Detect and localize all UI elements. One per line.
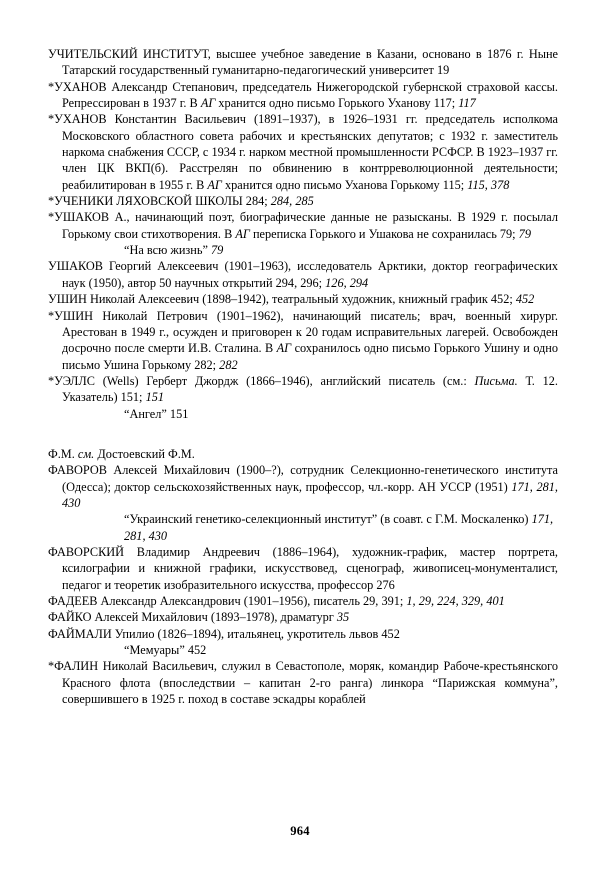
text-run: УШАКОВ Георгий Алексеевич (1901–1963), исследователь Арктики, доктор географических наук (1950), автор 50 научных открытий 294, 296;: [48, 259, 558, 290]
italic-run: 1, 29, 224, 329, 401: [406, 594, 505, 608]
text-run: ФАЙКО Алексей Михайлович (1893–1978), драматург: [48, 610, 337, 625]
text-run: ФАВОРОВ Алексей Михайлович (1900–?), сотрудник Селекционно-генетического института (Одесса); доктор сельскохозяйственных наук, профессор, чл.-корр. АН УССР (1951): [48, 463, 558, 494]
italic-run: 79: [518, 226, 531, 241]
text-run: “На всю жизнь”: [124, 243, 211, 258]
index-entry: [48, 308, 558, 373]
italic-run: 452: [515, 292, 535, 307]
italic-run: АГ: [207, 177, 222, 192]
italic-run: 117: [458, 96, 476, 111]
index-entry: [48, 462, 558, 511]
index-entry: [48, 111, 558, 193]
text-run: УШИН Николай Алексеевич (1898–1942), театральный художник, книжный график 452;: [48, 292, 516, 307]
index-entry: [48, 626, 558, 642]
section-break: [48, 422, 558, 446]
index-entry: [48, 544, 558, 593]
text-run: хранится одно письмо Уханова Горькому 115;: [221, 177, 468, 192]
text-run: Ф.М.: [48, 446, 78, 461]
text-run: Достоевский Ф.М.: [94, 446, 195, 461]
text-run: “Ангел” 151: [124, 406, 189, 421]
text-run: “Украинский генетико-селекционный институт” (в соавт. с Г.М. Москаленко): [124, 512, 532, 527]
text-run: *УШИН Николай Петрович (1901–1962), начинающий писатель; врач, военный хирург. Арестован в 1949 г., осужден и приговорен к 20 годам исправительных лагерей. Освобожден досрочно после смерти И.В. Сталина. В: [48, 308, 558, 356]
index-entry: [48, 642, 558, 658]
italic-run: см.: [77, 446, 95, 461]
index-entry: [48, 258, 558, 291]
index-entry: [48, 658, 558, 707]
index-entries-column: [48, 46, 558, 707]
index-entry: [48, 242, 558, 258]
index-entry: [48, 193, 558, 209]
text-run: ФАВОРСКИЙ Владимир Андреевич (1886–1964), художник-график, мастер портрета, ксилографии и книжной графики, искусствовед, сценограф, живописец-монументалист, педагог и теоретик изобразительного искусства, профессор 276: [48, 544, 558, 592]
text-run: *УХАНОВ Александр Степанович, председатель Нижегородской губернской страховой кассы. Репрессирован в 1937 г. В: [48, 79, 558, 111]
index-entry: [48, 46, 558, 79]
text-run: ФАДЕЕВ Александр Александрович (1901–1956), писатель 29, 391;: [48, 594, 407, 608]
text-run: Т. 12. Указатель) 151;: [62, 373, 558, 405]
italic-run: 151: [145, 390, 165, 405]
text-run: хранится одно письмо Горького Уханову 117;: [215, 96, 459, 111]
italic-run: АГ: [276, 341, 292, 356]
text-run: *ФАЛИН Николай Васильевич, служил в Севастополе, моряк, командир Рабоче-крестьянского Красного флота (впоследствии – капитан 2-го ранга) линкора “Парижская коммуна”, совершившего в 1925 г. поход в составе эскадры кораблей: [48, 659, 558, 707]
italic-run: АГ: [200, 96, 216, 111]
index-entry: [48, 511, 558, 544]
index-entry: [48, 446, 558, 462]
text-run: *УШАКОВ А., начинающий поэт, биографические данные не разысканы. В 1929 г. посылал Горькому свои стихотворения. В: [48, 210, 558, 241]
index-entry: [48, 291, 558, 307]
text-run: ФАЙМАЛИ Упилио (1826–1894), итальянец, укротитель львов 452: [48, 626, 400, 641]
italic-run: АГ: [235, 226, 250, 241]
text-run: сохранилось одно письмо Горького Ушину и одно письмо Ушина Горькому 282;: [62, 341, 558, 372]
italic-run: 284, 285: [270, 194, 314, 209]
italic-run: 35: [336, 610, 350, 625]
italic-run: Письма.: [474, 373, 518, 388]
italic-run: 115, 378: [467, 177, 510, 192]
index-entry: [48, 406, 558, 422]
text-run: *УЭЛЛС (Wells) Герберт Джордж (1866–1946), английский писатель (см.:: [48, 373, 475, 388]
index-entry: [48, 609, 558, 625]
index-entry: [48, 593, 558, 609]
text-run: *УЧЕНИКИ ЛЯХОВСКОЙ ШКОЛЫ 284;: [48, 194, 271, 209]
page-number: 964: [290, 824, 310, 838]
italic-run: 171, 281, 430: [62, 479, 558, 510]
text-run: УЧИТЕЛЬСКИЙ ИНСТИТУТ, высшее учебное заведение в Казани, основано в 1876 г. Ныне Татарский государственный гуманитарно-педагогический университет 19: [48, 47, 558, 78]
italic-run: 171, 281, 430: [124, 512, 554, 543]
index-entry: [48, 209, 558, 242]
text-run: “Мемуары” 452: [124, 643, 207, 658]
italic-run: 126, 294: [325, 275, 369, 290]
text-run: *УХАНОВ Константин Васильевич (1891–1937), в 1926–1931 гг. председатель исполкома Московского областного совета рабочих и крестьянских депутатов; с 1932 г. заместитель наркома снабжения СССР, с 1934 г. нарком местной промышленности РСФСР. В 1923–1937 гг. член ЦК ВКП(б). Расстрелян по обвинению в контрреволюционной деятельности; реабилитирован в 1955 г. В: [48, 112, 558, 192]
index-entry: [48, 373, 558, 406]
italic-run: 282: [219, 357, 238, 372]
text-run: переписка Горького и Ушакова не сохранилась 79;: [249, 226, 519, 241]
italic-run: 79: [210, 243, 224, 258]
index-entry: [48, 79, 558, 112]
